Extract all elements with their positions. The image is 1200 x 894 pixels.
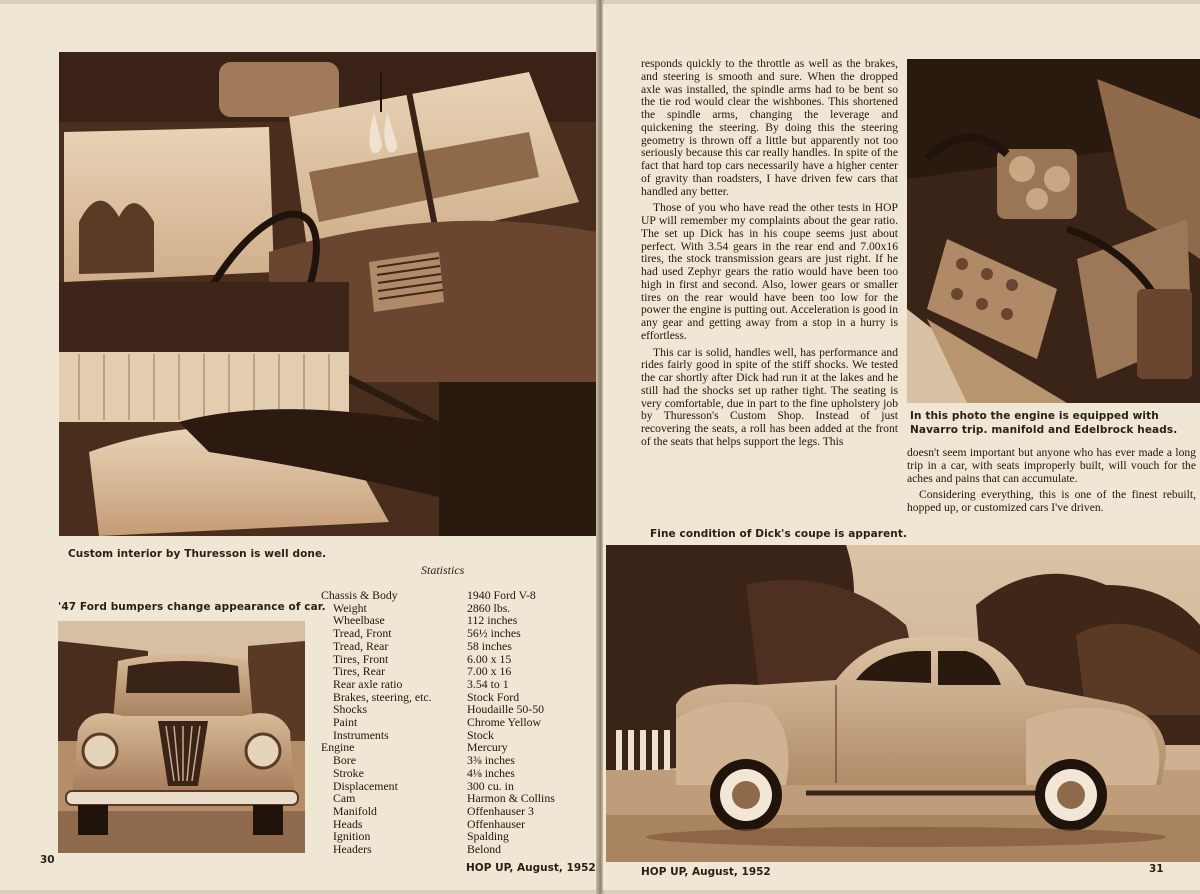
article-paragraph: This car is solid, handles well, has performance and rides fairly good in spite of the stiff shocks. We tested the car shortly after Dick had run it at the lakes and he still had the shocks set up rather tight. The seating is very comfortable, due in part to the fine upholstery job by Thuresson's Custom Shop. Instead of just recovering the seats, a roll has been added at the front of the seats that helps support the legs. This <box>641 345 898 448</box>
bumpers-caption: '47 Ford bumpers change appearance of car. <box>58 601 326 613</box>
stat-row: Brakes, steering, etc. Stock Ford <box>333 689 520 704</box>
stat-row: Cam Harmon & Collins <box>333 791 555 806</box>
engine-caption-line-1: In this photo the engine is equipped with <box>910 410 1159 422</box>
stat-row: Instruments Stock <box>333 727 494 742</box>
left-footer-title: HOP UP, August, 1952 <box>466 862 596 874</box>
stat-row: Displacement 300 cu. in <box>333 778 514 793</box>
engine-photo <box>907 59 1200 403</box>
interior-caption: Custom interior by Thuresson is well done. <box>68 548 327 560</box>
right-page <box>603 4 1200 890</box>
stat-row: Rear axle ratio 3.54 to 1 <box>333 676 509 691</box>
interior-photo <box>59 52 597 536</box>
article-column-1 <box>641 58 898 453</box>
coupe-photo <box>606 545 1200 862</box>
stat-row: Wheelbase 112 inches <box>333 613 518 628</box>
article-paragraph: Those of you who have read the other tests in HOP UP will remember my complaints about the gear ratio. The set up Dick has in his coupe seems just about perfect. With 3.54 gears in the rear end and 7.00x16 tires, the stock transmission gears are just right. If he had used Zephyr gears the ratio would have been too high in first and second. Also, lower gears or smaller tires on the rear would have been too low for the power the engine is putting out. Acceleration is good in any gear and getting away from a stop in a hurry is effortless. <box>641 201 898 342</box>
article-paragraph: responds quickly to the throttle as well as the brakes, and steering is smooth and sure. When the dropped axle was installed, the spindle arms had to be bent so the tie rod would clear the wishbones. This shortened the spindle arms, changing the leverage and quickening the steering. By doing this the steering geometry is thrown off a little but apparently not too seriously because this car really handles. In spite of the fact that hard top cars necessarily have a higher center of gravity than roadsters, I have driven few cars that handled any better. <box>641 57 898 198</box>
statistics-table <box>321 589 555 856</box>
left-page-number: 30 <box>40 854 55 866</box>
stat-row: Headers Belond <box>333 842 502 857</box>
stat-row: Chassis & Body 1940 Ford V-8 <box>321 588 536 602</box>
statistics-title: Statistics <box>421 563 465 577</box>
article-paragraph: Considering everything, this is one of the finest rebuilt, hopped up, or customized cars I've driven. <box>907 488 1196 514</box>
stat-row: Weight 2860 lbs. <box>333 600 511 615</box>
front-car-photo <box>58 621 305 853</box>
engine-caption <box>910 409 1177 437</box>
right-footer-title: HOP UP, August, 1952 <box>641 866 771 878</box>
article-paragraph: doesn't seem important but anyone who has ever made a long trip in a car, with seats improperly built, will vouch for the aches and pains that can accumulate. <box>907 446 1196 485</box>
stat-row: Paint Chrome Yellow <box>333 715 542 730</box>
coupe-caption: Fine condition of Dick's coupe is apparent. <box>650 528 908 540</box>
right-page-number: 31 <box>1149 863 1164 875</box>
stat-row: Heads Offenhauser <box>333 816 526 831</box>
engine-caption-line-2: Navarro trip. manifold and Edelbrock heads. <box>910 424 1178 436</box>
left-page <box>0 4 600 890</box>
stat-row: Tires, Rear 7.00 x 16 <box>333 664 512 679</box>
stat-row: Tires, Front 6.00 x 15 <box>333 651 512 666</box>
article-column-2 <box>907 447 1196 519</box>
stat-row: Engine Mercury <box>321 740 508 755</box>
stat-row: Manifold Offenhauser 3 <box>333 803 534 818</box>
stat-row: Shocks Houdaille 50-50 <box>333 702 544 717</box>
stat-row: Ignition Spalding <box>333 829 509 844</box>
stat-row: Tread, Rear 58 inches <box>333 638 512 653</box>
stat-row: Stroke 4⅛ inches <box>333 765 515 780</box>
stat-row: Bore 3⅜ inches <box>333 753 515 768</box>
stat-row: Tread, Front 56½ inches <box>333 626 521 641</box>
